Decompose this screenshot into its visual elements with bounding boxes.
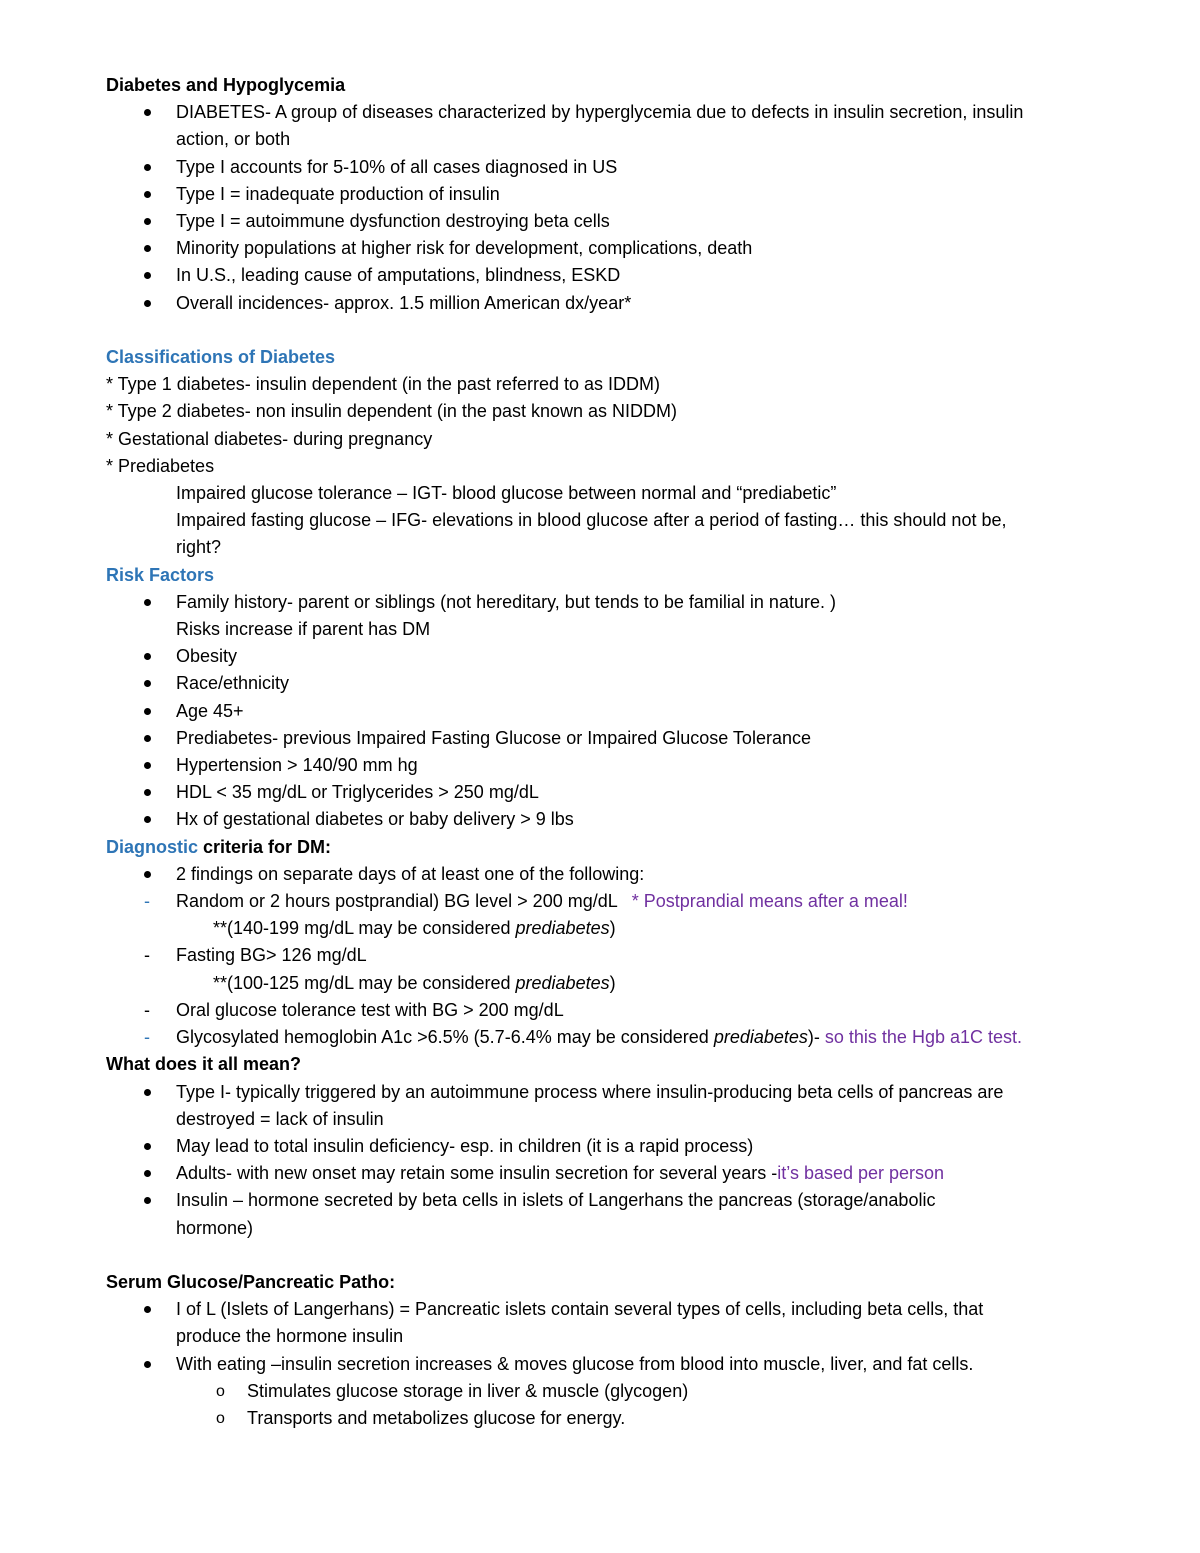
list-item-continuation [106, 1106, 1106, 1133]
list-item-text: Adults- with new onset may retain some insulin secretion for several years - [176, 1163, 778, 1184]
list-item-text: Insulin – hormone secreted by beta cells in islets of Langerhans the pancreas (storage/anabolic [176, 1190, 936, 1211]
bullet-icon [144, 680, 151, 687]
list-item-text: DIABETES- A group of diseases characterized by hyperglycemia due to defects in insulin secretion, insulin [176, 102, 1024, 123]
list-item-text: produce the hormone insulin [176, 1326, 404, 1347]
spacer [106, 317, 1106, 344]
heading-classifications: Classifications of Diabetes [106, 347, 336, 368]
list-item-text: Family history- parent or siblings (not hereditary, but tends to be familial in nature. ) [176, 591, 836, 612]
list-item-text: 2 findings on separate days of at least one of the following: [176, 863, 645, 884]
list-item-text: Minority populations at higher risk for development, complications, death [176, 238, 753, 259]
list-item [106, 861, 1106, 888]
bullet-icon [144, 1197, 151, 1204]
list-item-text: Type I = inadequate production of insulin [176, 183, 500, 204]
bullet-icon [144, 599, 151, 606]
dash-item [106, 997, 1106, 1024]
list-item-continuation [106, 616, 1106, 643]
list-item-text: Overall incidences- approx. 1.5 million American dx/year* [176, 292, 632, 313]
dash-item-text: )- [807, 1027, 820, 1048]
bullet-icon [144, 300, 151, 307]
prediabetes-subline: Impaired glucose tolerance – IGT- blood glucose between normal and “prediabetic” [176, 483, 837, 504]
list-item-text: Type I accounts for 5-10% of all cases diagnosed in US [176, 156, 618, 177]
list-item [106, 208, 1106, 235]
bullet-icon [144, 1143, 151, 1150]
subline-italic: prediabetes [515, 972, 610, 993]
prediabetes-subline: right? [176, 537, 222, 558]
heading-risk-factors: Risk Factors [106, 564, 215, 585]
bullet-icon [144, 245, 151, 252]
list-item-text: I of L (Islets of Langerhans) = Pancreatic islets contain several types of cells, including beta cells, that [176, 1299, 984, 1320]
list-item-continuation [106, 1215, 1106, 1242]
dash-marker: - [144, 999, 150, 1020]
list-item [106, 1296, 1106, 1323]
bullet-icon [144, 653, 151, 660]
dash-item [106, 942, 1106, 969]
circle-bullet-icon: o [216, 1409, 225, 1427]
dash-item-text: Oral glucose tolerance test with BG > 200 mg/dL [176, 999, 564, 1020]
bullet-icon [144, 272, 151, 279]
per-person-note: it’s based per person [777, 1163, 945, 1184]
sub-list-item [106, 1378, 1106, 1405]
list-item [106, 1079, 1106, 1106]
list-item-text: destroyed = lack of insulin [176, 1108, 384, 1129]
list-item-text: With eating –insulin secretion increases & moves glucose from blood into muscle, liver, and fat cells. [176, 1353, 974, 1374]
dash-item-text: Glycosylated hemoglobin A1c >6.5% (5.7-6.4% may be considered [176, 1027, 714, 1048]
heading-serum-glucose: Serum Glucose/Pancreatic Patho: [106, 1271, 396, 1292]
list-item-text: Type I = autoimmune dysfunction destroying beta cells [176, 211, 610, 232]
classification-line: * Prediabetes [106, 455, 215, 476]
list-item [106, 181, 1106, 208]
bullet-icon [144, 1306, 151, 1313]
list-item [106, 1351, 1106, 1378]
list-item [106, 235, 1106, 262]
prediabetes-subline: Impaired fasting glucose – IFG- elevations in blood glucose after a period of fasting… this should not be, [176, 510, 1007, 531]
list-item-text: Type I- typically triggered by an autoimmune process where insulin-producing beta cells of pancreas are [176, 1081, 1004, 1102]
dash-marker: - [144, 891, 150, 912]
list-item [106, 698, 1106, 725]
document-page [106, 72, 1106, 1432]
bullet-icon [144, 164, 151, 171]
list-item [106, 725, 1106, 752]
bullet-icon [144, 816, 151, 823]
heading-meaning: What does it all mean? [106, 1054, 302, 1075]
list-item-text: Race/ethnicity [176, 673, 290, 694]
bullet-icon [144, 218, 151, 225]
heading-diagnostic-rest: criteria for DM: [198, 836, 332, 857]
bullet-icon [144, 1170, 151, 1177]
list-item-text: action, or both [176, 129, 291, 150]
list-item-continuation [106, 1323, 1106, 1350]
subline-text: ) [609, 918, 616, 939]
list-item [106, 779, 1106, 806]
list-item [106, 670, 1106, 697]
dash-subline [106, 915, 1106, 942]
dash-item-text: Random or 2 hours postprandial) BG level > 200 mg/dL [176, 891, 618, 912]
bullet-icon [144, 1089, 151, 1096]
bullet-icon [144, 762, 151, 769]
classification-line: * Gestational diabetes- during pregnancy [106, 428, 433, 449]
subline-text: **(100-125 mg/dL may be considered [213, 972, 516, 993]
list-item-text: In U.S., leading cause of amputations, blindness, ESKD [176, 265, 621, 286]
classification-line: * Type 2 diabetes- non insulin dependent (in the past known as NIDDM) [106, 401, 677, 422]
bullet-icon [144, 708, 151, 715]
list-item [106, 262, 1106, 289]
bullet-icon [144, 871, 151, 878]
heading-diagnostic-blue: Diagnostic [106, 836, 199, 857]
hgb-note: so this the Hgb a1C test. [819, 1027, 1022, 1048]
list-item [106, 154, 1106, 181]
list-item-text: Risks increase if parent has DM [176, 619, 431, 640]
list-item [106, 806, 1106, 833]
bullet-icon [144, 789, 151, 796]
list-item [106, 1187, 1106, 1214]
list-item-text: Hypertension > 140/90 mm hg [176, 755, 418, 776]
subline-text: **(140-199 mg/dL may be considered [213, 918, 516, 939]
list-item-text: May lead to total insulin deficiency- esp. in children (it is a rapid process) [176, 1135, 754, 1156]
list-item-text: Age 45+ [176, 700, 244, 721]
postprandial-note: * Postprandial means after a meal! [631, 891, 908, 912]
dash-item-italic: prediabetes [713, 1027, 808, 1048]
heading-diabetes: Diabetes and Hypoglycemia [106, 75, 346, 95]
dash-item [106, 1024, 1106, 1051]
list-item [106, 643, 1106, 670]
bullet-icon [144, 109, 151, 116]
dash-item [106, 888, 1106, 915]
spacer [106, 1242, 1106, 1269]
dash-marker: - [144, 1027, 150, 1048]
list-item-text: Obesity [176, 646, 238, 667]
classification-line: * Type 1 diabetes- insulin dependent (in the past referred to as IDDM) [106, 374, 660, 395]
heading-diagnostic [106, 834, 1106, 861]
list-item [106, 752, 1106, 779]
bullet-icon [144, 191, 151, 198]
circle-bullet-icon: o [216, 1382, 225, 1400]
list-item [106, 1133, 1106, 1160]
dash-item-text: Fasting BG> 126 mg/dL [176, 945, 367, 966]
sub-list-item-text: Transports and metabolizes glucose for energy. [247, 1407, 626, 1428]
list-item [106, 290, 1106, 317]
list-item-text: Hx of gestational diabetes or baby delivery > 9 lbs [176, 809, 574, 830]
list-item-text: Prediabetes- previous Impaired Fasting Glucose or Impaired Glucose Tolerance [176, 727, 811, 748]
bullet-icon [144, 735, 151, 742]
sub-list-item [106, 1405, 1106, 1432]
list-item [106, 1160, 1106, 1187]
list-item-text: hormone) [176, 1217, 254, 1238]
list-item-continuation [106, 126, 1106, 153]
subline-text: ) [609, 972, 616, 993]
dash-subline [106, 970, 1106, 997]
list-item [106, 99, 1106, 126]
subline-italic: prediabetes [515, 918, 610, 939]
bullet-icon [144, 1361, 151, 1368]
dash-marker: - [144, 945, 150, 966]
list-item [106, 589, 1106, 616]
list-item-text: HDL < 35 mg/dL or Triglycerides > 250 mg/dL [176, 782, 539, 803]
sub-list-item-text: Stimulates glucose storage in liver & muscle (glycogen) [247, 1380, 689, 1401]
